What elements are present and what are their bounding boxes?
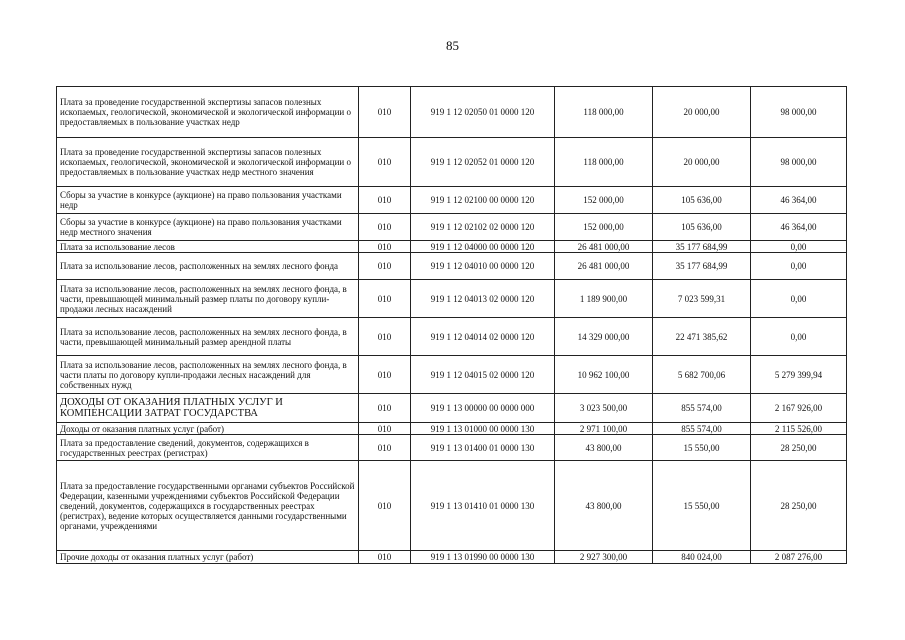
plan-cell: 26 481 000,00 bbox=[555, 253, 653, 280]
name-cell: Плата за использование лесов, расположенных на землях лесного фонда, в части платы по договору купли-продажи лесных насаждений для собственных нужд bbox=[57, 356, 359, 394]
name-cell: Плата за использование лесов, расположенных на землях лесного фонда, в части, превышающей минимальный размер платы по договору купли- продажи лесных насаждений bbox=[57, 280, 359, 318]
code-cell: 010 bbox=[359, 423, 411, 435]
actual-cell: 855 574,00 bbox=[653, 394, 751, 423]
actual-cell: 35 177 684,99 bbox=[653, 253, 751, 280]
table-row bbox=[57, 138, 847, 187]
actual-cell: 5 682 700,06 bbox=[653, 356, 751, 394]
remainder-cell: 98 000,00 bbox=[751, 87, 847, 138]
plan-cell: 3 023 500,00 bbox=[555, 394, 653, 423]
actual-cell: 840 024,00 bbox=[653, 551, 751, 564]
plan-cell: 2 927 300,00 bbox=[555, 551, 653, 564]
plan-cell: 1 189 900,00 bbox=[555, 280, 653, 318]
remainder-cell: 5 279 399,94 bbox=[751, 356, 847, 394]
plan-cell: 118 000,00 bbox=[555, 138, 653, 187]
code-cell: 010 bbox=[359, 187, 411, 214]
remainder-cell: 0,00 bbox=[751, 253, 847, 280]
name-cell: Плата за использование лесов bbox=[57, 241, 359, 253]
plan-cell: 26 481 000,00 bbox=[555, 241, 653, 253]
remainder-cell: 0,00 bbox=[751, 318, 847, 356]
remainder-cell: 0,00 bbox=[751, 241, 847, 253]
name-cell: Плата за предоставление государственными органами субъектов Российской Федерации, казенными учреждениями субъектов Российской Федерации сведений, документов, содержащихся в государственных реестрах (регистрах), ведение которых осуществляется данными государственными органами, учреждениями bbox=[57, 461, 359, 551]
code-cell: 010 bbox=[359, 461, 411, 551]
kbk-cell: 919 1 13 01400 01 0000 130 bbox=[411, 435, 555, 461]
kbk-cell: 919 1 12 04013 02 0000 120 bbox=[411, 280, 555, 318]
remainder-cell: 46 364,00 bbox=[751, 214, 847, 241]
kbk-cell: 919 1 12 04014 02 0000 120 bbox=[411, 318, 555, 356]
actual-cell: 35 177 684,99 bbox=[653, 241, 751, 253]
plan-cell: 152 000,00 bbox=[555, 214, 653, 241]
plan-cell: 118 000,00 bbox=[555, 87, 653, 138]
name-cell: Плата за проведение государственной экспертизы запасов полезных ископаемых, геологической, экономической и экологической информации о предоставляемых в пользование участках недр bbox=[57, 87, 359, 138]
name-cell: Доходы от оказания платных услуг (работ) bbox=[57, 423, 359, 435]
name-cell: ДОХОДЫ ОТ ОКАЗАНИЯ ПЛАТНЫХ УСЛУГ И КОМПЕНСАЦИИ ЗАТРАТ ГОСУДАРСТВА bbox=[57, 394, 359, 423]
plan-cell: 10 962 100,00 bbox=[555, 356, 653, 394]
remainder-cell: 28 250,00 bbox=[751, 461, 847, 551]
table-row bbox=[57, 318, 847, 356]
kbk-cell: 919 1 12 02052 01 0000 120 bbox=[411, 138, 555, 187]
code-cell: 010 bbox=[359, 318, 411, 356]
kbk-cell: 919 1 12 02050 01 0000 120 bbox=[411, 87, 555, 138]
table-row bbox=[57, 394, 847, 423]
plan-cell: 2 971 100,00 bbox=[555, 423, 653, 435]
plan-cell: 152 000,00 bbox=[555, 187, 653, 214]
actual-cell: 20 000,00 bbox=[653, 87, 751, 138]
name-cell: Плата за проведение государственной экспертизы запасов полезных ископаемых, геологической, экономической и экологической информации о предоставляемых в пользование участках недр местного значения bbox=[57, 138, 359, 187]
plan-cell: 14 329 000,00 bbox=[555, 318, 653, 356]
kbk-cell: 919 1 13 00000 00 0000 000 bbox=[411, 394, 555, 423]
code-cell: 010 bbox=[359, 214, 411, 241]
name-cell: Сборы за участие в конкурсе (аукционе) на право пользования участками недр bbox=[57, 187, 359, 214]
name-cell: Плата за предоставление сведений, документов, содержащихся в государственных реестрах (регистрах) bbox=[57, 435, 359, 461]
kbk-cell: 919 1 12 02102 02 0000 120 bbox=[411, 214, 555, 241]
actual-cell: 15 550,00 bbox=[653, 435, 751, 461]
kbk-cell: 919 1 12 02100 00 0000 120 bbox=[411, 187, 555, 214]
table-row bbox=[57, 253, 847, 280]
table-row bbox=[57, 435, 847, 461]
table-row bbox=[57, 187, 847, 214]
kbk-cell: 919 1 12 04000 00 0000 120 bbox=[411, 241, 555, 253]
actual-cell: 15 550,00 bbox=[653, 461, 751, 551]
actual-cell: 105 636,00 bbox=[653, 187, 751, 214]
name-cell: Плата за использование лесов, расположенных на землях лесного фонда, в части, превышающей минимальный размер арендной платы bbox=[57, 318, 359, 356]
code-cell: 010 bbox=[359, 394, 411, 423]
revenue-table bbox=[56, 86, 847, 564]
plan-cell: 43 800,00 bbox=[555, 461, 653, 551]
code-cell: 010 bbox=[359, 241, 411, 253]
code-cell: 010 bbox=[359, 435, 411, 461]
name-cell: Плата за использование лесов, расположенных на землях лесного фонда bbox=[57, 253, 359, 280]
table-row bbox=[57, 214, 847, 241]
name-cell: Прочие доходы от оказания платных услуг (работ) bbox=[57, 551, 359, 564]
plan-cell: 43 800,00 bbox=[555, 435, 653, 461]
actual-cell: 20 000,00 bbox=[653, 138, 751, 187]
table-row bbox=[57, 461, 847, 551]
kbk-cell: 919 1 12 04015 02 0000 120 bbox=[411, 356, 555, 394]
code-cell: 010 bbox=[359, 87, 411, 138]
table-row bbox=[57, 87, 847, 138]
kbk-cell: 919 1 13 01410 01 0000 130 bbox=[411, 461, 555, 551]
name-cell: Сборы за участие в конкурсе (аукционе) на право пользования участками недр местного значения bbox=[57, 214, 359, 241]
actual-cell: 22 471 385,62 bbox=[653, 318, 751, 356]
code-cell: 010 bbox=[359, 551, 411, 564]
table-row bbox=[57, 241, 847, 253]
actual-cell: 105 636,00 bbox=[653, 214, 751, 241]
code-cell: 010 bbox=[359, 356, 411, 394]
code-cell: 010 bbox=[359, 280, 411, 318]
actual-cell: 855 574,00 bbox=[653, 423, 751, 435]
table-row bbox=[57, 423, 847, 435]
kbk-cell: 919 1 12 04010 00 0000 120 bbox=[411, 253, 555, 280]
remainder-cell: 0,00 bbox=[751, 280, 847, 318]
page-number: 85 bbox=[446, 38, 459, 53]
table-row bbox=[57, 551, 847, 564]
remainder-cell: 2 167 926,00 bbox=[751, 394, 847, 423]
remainder-cell: 2 115 526,00 bbox=[751, 423, 847, 435]
kbk-cell: 919 1 13 01990 00 0000 130 bbox=[411, 551, 555, 564]
actual-cell: 7 023 599,31 bbox=[653, 280, 751, 318]
code-cell: 010 bbox=[359, 253, 411, 280]
table-row bbox=[57, 356, 847, 394]
table-row bbox=[57, 280, 847, 318]
remainder-cell: 46 364,00 bbox=[751, 187, 847, 214]
remainder-cell: 28 250,00 bbox=[751, 435, 847, 461]
code-cell: 010 bbox=[359, 138, 411, 187]
kbk-cell: 919 1 13 01000 00 0000 130 bbox=[411, 423, 555, 435]
remainder-cell: 2 087 276,00 bbox=[751, 551, 847, 564]
remainder-cell: 98 000,00 bbox=[751, 138, 847, 187]
